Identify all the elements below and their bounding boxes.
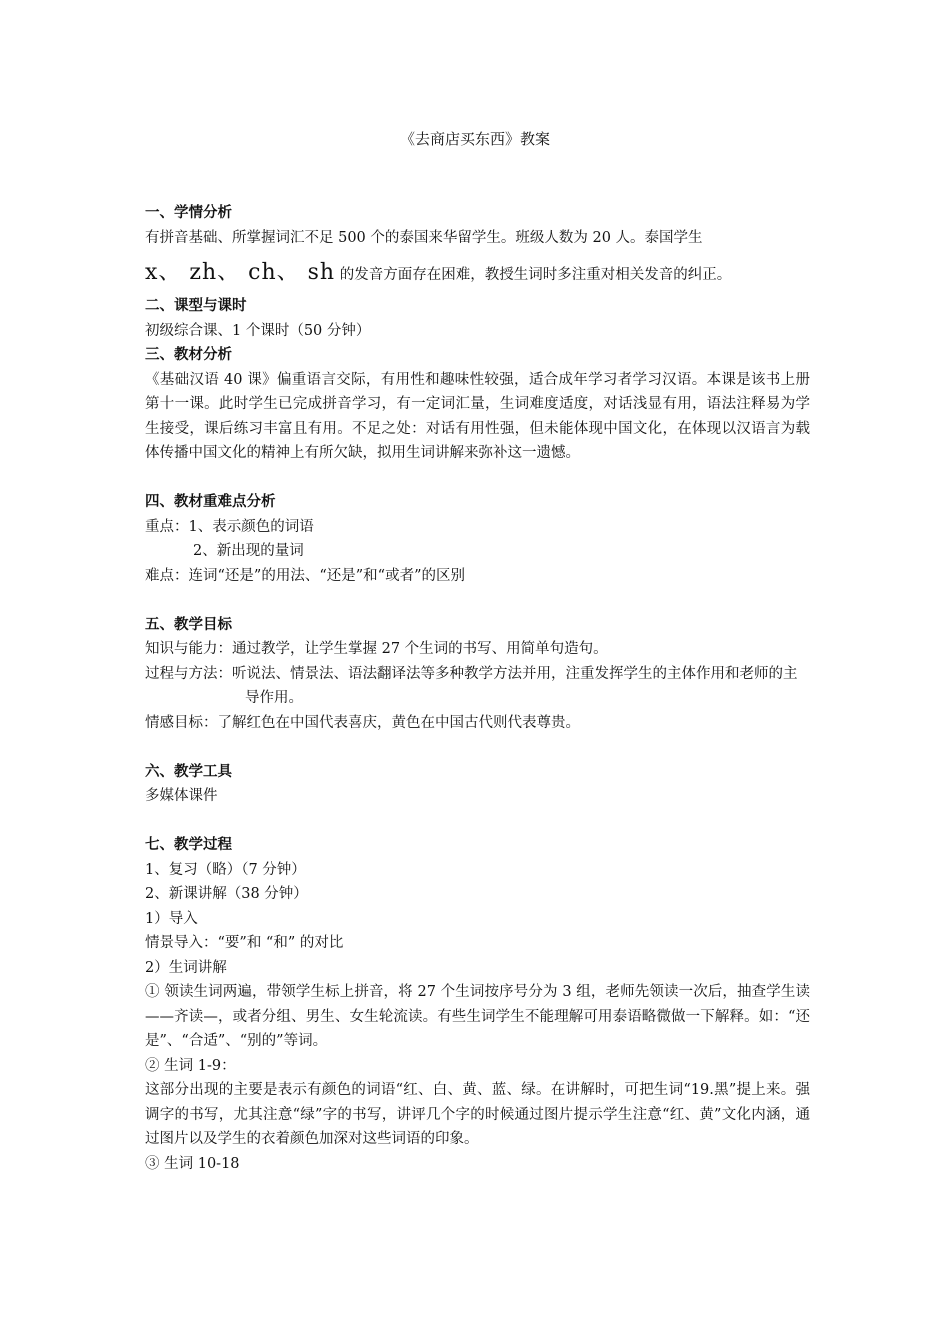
process-line-reading: ① 领读生词两遍，带领学生标上拼音，将 27 个生词按序号分为 3 组，老师先领读一次后，抽查学生读——齐读—，或者分组、男生、女生轮流读。有些生词学生不能理解可用泰语略微做一下解释。如：“还是”、“合适”、“别的”等词。 xyxy=(145,984,810,1049)
process-line-new-lesson: 2、新课讲解（38 分钟） xyxy=(145,886,308,902)
section-heading-learner-analysis: 一、学情分析 xyxy=(145,205,232,221)
section-heading-tools: 六、教学工具 xyxy=(145,763,232,780)
document-body xyxy=(145,201,810,1176)
tools-text: 多媒体课件 xyxy=(145,788,218,804)
process-line-scenario: 情景导入：“要”和 “和” 的对比 xyxy=(145,935,344,951)
difficulty-text: 难点：连词“还是”的用法、“还是”和“或者”的区别 xyxy=(145,567,465,584)
section-heading-key-points: 四、教材重难点分析 xyxy=(145,494,276,510)
learner-analysis-text-2: 的发音方面存在困难，教授生词时多注重对相关发音的纠正。 xyxy=(339,267,732,283)
material-analysis-text: 《基础汉语 40 课》偏重语言交际，有用性和趣味性较强，适合成年学习者学习汉语。本课是该书上册第十一课。此时学生已完成拼音学习，有一定词汇量，生词难度适度，对话浅显有用，语法注释易为学生接受，课后练习丰富且有用。不足之处：对话有用性强，但未能体现中国文化，在体现以汉语言为载体传播中国文化的精神上有所欠缺，拟用生词讲解来弥补这一遗憾。 xyxy=(145,371,810,461)
learner-analysis-pinyin-line xyxy=(145,256,810,294)
key-point-1: 重点：1、表示颜色的词语 xyxy=(145,518,314,535)
section-heading-process: 七、教学过程 xyxy=(145,837,232,853)
objective-emotion: 情感目标：了解红色在中国代表喜庆，黄色在中国古代则代表尊贵。 xyxy=(145,714,580,731)
learner-analysis-text: 有拼音基础、所掌握词汇不足 500 个的泰国来华留学生。班级人数为 20 人。泰国学生 xyxy=(145,229,703,246)
process-line-vocab-1-9: ② 生词 1-9： xyxy=(145,1057,236,1074)
process-line-vocab: 2）生词讲解 xyxy=(145,959,227,976)
key-point-2: 2、新出现的量词 xyxy=(193,543,304,559)
pinyin-sounds: x、 zh、 ch、 sh xyxy=(145,260,336,285)
process-line-colors: 这部分出现的主要是表示有颜色的词语“红、白、黄、蓝、绿。在讲解时，可把生词“19.黑”提上来。强调字的书写，尤其注意“绿”字的书写，讲评几个字的时候通过图片提示学生注意“红、黄”文化内涵，通过图片以及学生的衣着颜色加深对这些词语的印象。 xyxy=(145,1082,810,1147)
section-heading-course-type: 二、课型与课时 xyxy=(145,298,247,314)
objective-knowledge: 知识与能力：通过教学，让学生掌握 27 个生词的书写、用简单句造句。 xyxy=(145,641,608,657)
section-heading-objectives: 五、教学目标 xyxy=(145,616,232,633)
process-line-review: 1、复习（略）（7 分钟） xyxy=(145,861,306,878)
process-line-intro: 1）导入 xyxy=(145,910,198,927)
document-title: 《去商店买东西》教案 xyxy=(399,130,550,148)
process-line-vocab-10-18: ③ 生词 10-18 xyxy=(145,1155,240,1172)
course-type-text: 初级综合课、1 个课时（50 分钟） xyxy=(145,322,371,339)
section-heading-material-analysis: 三、教材分析 xyxy=(145,347,232,363)
objective-process: 过程与方法：听说法、情景法、语法翻译法等多种教学方法并用，注重发挥学生的主体作用和老师的主导作用。 xyxy=(145,665,798,706)
